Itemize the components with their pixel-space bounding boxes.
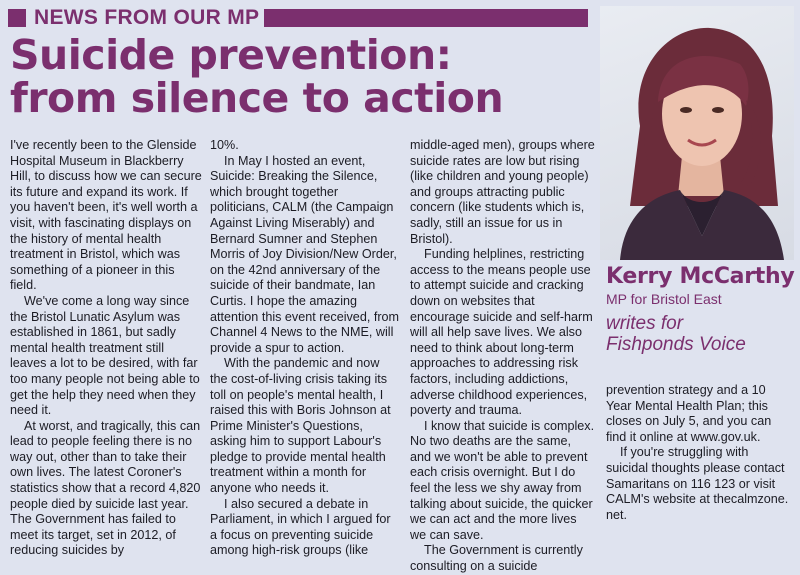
- article-column-3: [410, 138, 595, 575]
- article-column-2: [210, 138, 400, 559]
- paragraph: I also secured a debate in Parliament, in which I argued for a focus on preventing suicide among high-risk groups (like: [210, 496, 391, 558]
- paragraph: I've recently been to the Glenside Hospital Museum in Blackberry Hill, to discuss how we can secure its future and expand its work. If you haven't been, it's well worth a visit, with fascinating displays on the history of mental health treatment in Bristol, which was something of a pioneer in this field.: [10, 138, 202, 293]
- paragraph: The Government is currently consulting on a suicide: [410, 543, 583, 574]
- paragraph: At worst, and tragically, this can lead to people feeling there is no way out, other than to take their own lives. The latest Coroner's statistics show that a record 4,820 people died by suicide last year. The Government has failed to meet its target, set in 2012, of reducing suicides by: [10, 418, 201, 558]
- section-header: [8, 6, 588, 30]
- paragraph: I know that suicide is complex. No two deaths are the same, and we won't be able to prevent each crisis overnight. But I do feel the less we shy away from talking about suicide, the quicker we can act and the more lives we can save.: [410, 418, 595, 542]
- header-square-icon: [8, 9, 26, 27]
- writes-for-line-1: writes for: [606, 313, 684, 334]
- paragraph: We've come a long way since the Bristol Lunatic Asylum was established in 1861, but sadly mental health treatment still leaves a lot to be desired, with far too many people not being able to get the help they need when they need it.: [10, 293, 200, 418]
- writes-for-label: [606, 313, 796, 355]
- header-rule: [264, 9, 588, 27]
- paragraph: With the pandemic and now the cost-of-living crisis taking its toll on people's mental health, I raised this with Boris Johnson at Prime Minister's Questions, asking him to support Labour's pledge to provide mental health treatment within a month for anyone who needs it.: [210, 356, 391, 496]
- section-header-label: NEWS FROM OUR MP: [34, 6, 260, 29]
- headline-line-2: from silence to action: [10, 74, 504, 122]
- mp-portrait-photo: [600, 6, 794, 260]
- article-column-4: [606, 383, 792, 523]
- article-column-1: [10, 138, 202, 559]
- headline-line-1: Suicide prevention:: [10, 31, 452, 79]
- paragraph: In May I hosted an event, Suicide: Breaking the Silence, which brought together politicians, CALM (the Campaign Against Living Miserably) and Bernard Sumner and Stephen Morris of Joy Division/New Order, on the 42nd anniversary of the suicide of their bandmate, Ian Curtis. I hope the amazing attention this event received, from Channel 4 News to the NME, will provide a spur to action.: [210, 153, 400, 355]
- paragraph: 10%.: [210, 138, 239, 152]
- paragraph: Funding helplines, restricting access to the means people use to attempt suicide and cracking down on websites that encourage suicide and self-harm will all help save lives. We also need to think about long-term approaches to addressing risk factors, including addictions, adverse childhood experiences, poverty and trauma.: [410, 247, 593, 418]
- paragraph: If you're struggling with suicidal thoughts please contact Samaritans on 116 123 or visit CALM's website at thecalmzone. net.: [606, 445, 789, 522]
- byline: [606, 264, 796, 355]
- author-role: MP for Bristol East: [606, 291, 722, 307]
- writes-for-line-2: Fishponds Voice: [606, 334, 746, 355]
- paragraph: prevention strategy and a 10 Year Mental Health Plan; this closes on July 5, and you can find it online at www.gov.uk.: [606, 383, 772, 444]
- paragraph: middle-aged men), groups where suicide rates are low but rising (like children and young people) and groups attracting public concern (like students which is, sadly, still an issue for us in Bristol).: [410, 138, 595, 246]
- article-headline: [10, 31, 600, 122]
- portrait-illustration: [600, 6, 794, 260]
- author-name: Kerry McCarthy: [606, 264, 795, 289]
